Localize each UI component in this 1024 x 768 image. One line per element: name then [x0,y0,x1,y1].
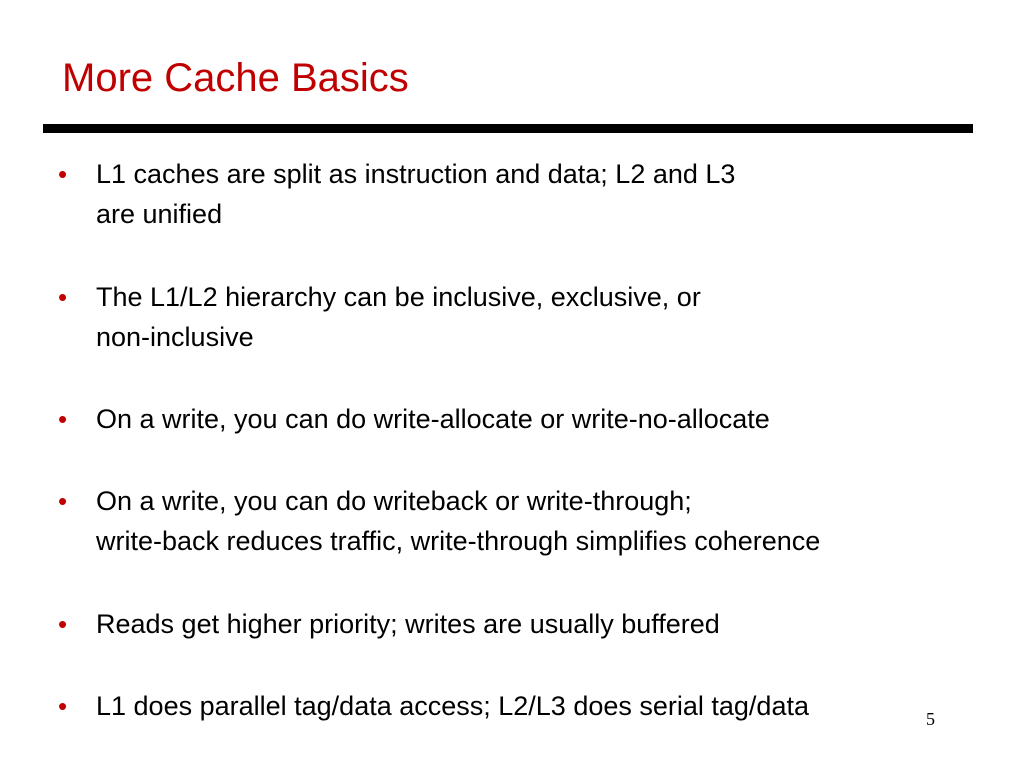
bullet-text: L1 caches are split as instruction and data; L2 and L3 are unified [96,159,736,229]
bullet-dot-icon: • [58,609,68,639]
slide-title: More Cache Basics [62,56,409,100]
page-number: 5 [926,709,935,729]
bullet-text: On a write, you can do writeback or write-through; write-back reduces traffic, write-through simplifies coherence [96,486,821,556]
bullet-dot-icon: • [58,159,68,189]
bullet-text: On a write, you can do write-allocate or write-no-allocate [96,404,770,434]
bullet-dot-icon: • [58,282,68,312]
bullet-item [56,154,976,234]
bullet-text: Reads get higher priority; writes are usually buffered [96,609,720,639]
bullet-dot-icon: • [58,486,68,516]
title-underline-rule [43,124,973,133]
bullet-item [56,399,976,439]
bullet-dot-icon: • [58,691,68,721]
bullet-item [56,277,976,357]
bullet-item [56,604,976,644]
bullet-dot-icon: • [58,404,68,434]
bullet-text: The L1/L2 hierarchy can be inclusive, exclusive, or non-inclusive [96,282,701,352]
bullet-item [56,686,976,726]
bullet-item [56,481,976,561]
bullet-text: L1 does parallel tag/data access; L2/L3 does serial tag/data [96,691,809,721]
